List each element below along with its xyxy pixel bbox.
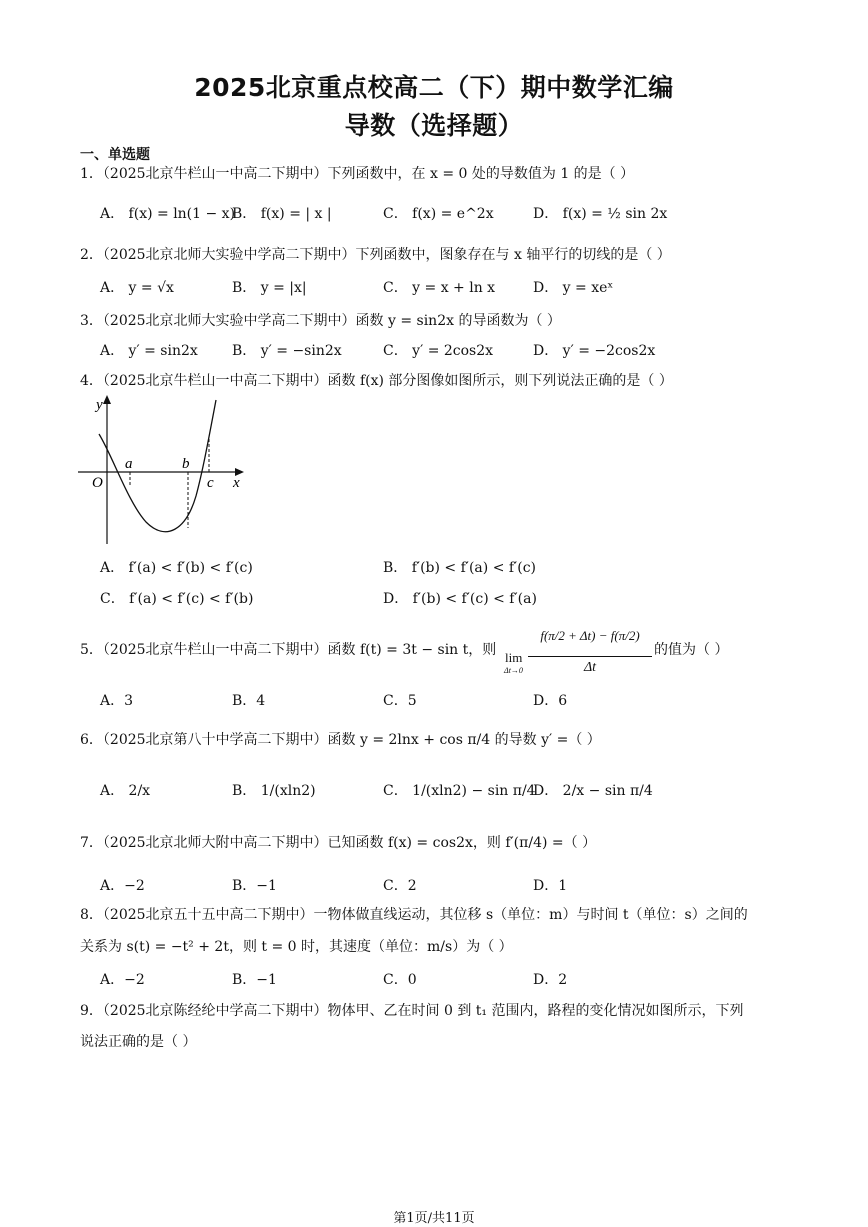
label-x: x [233,475,240,491]
label-a: a [125,456,133,472]
question-5-option-c: C．5 [383,693,417,709]
question-5-stem-suffix: 的值为（ ） [654,642,729,658]
question-2-option-a: A． y = √x [100,280,174,296]
question-6-stem: 6．（2025北京第八十中学高二下期中）函数 y = 2lnx + cos π/4 的导数 y′ =（ ） [80,732,601,748]
question-3-stem: 3．（2025北京北师大实验中学高二下期中）函数 y = sin2x 的导函数为（ ） [80,313,561,329]
question-2-option-d: D． y = xeˣ [533,280,614,296]
question-3-option-b: B． y′ = −sin2x [232,343,342,359]
question-2-stem: 2．（2025北京北师大实验中学高二下期中）下列函数中，图象存在与 x 轴平行的切线的是（ ） [80,247,671,263]
question-1-option-a: A． f(x) = ln(1 − x) [100,206,236,222]
label-origin: O [92,475,103,491]
question-8-option-a: A．−2 [100,972,145,988]
question-4-option-a: A． f′(a) < f′(b) < f′(c) [100,560,253,576]
question-4-option-c: C． f′(a) < f′(c) < f′(b) [100,591,254,607]
question-9-stem-line1: 9．（2025北京陈经纶中学高二下期中）物体甲、乙在时间 0 到 t₁ 范围内，路程的变化情况如图所示，下列 [80,1003,744,1019]
page-subtitle: 导数（选择题） [344,111,524,140]
question-5-option-a: A．3 [100,693,134,709]
question-9-stem-line2: 说法正确的是（ ） [80,1034,197,1050]
question-4-stem: 4．（2025北京牛栏山一中高二下期中）函数 f(x) 部分图像如图所示，则下列说法正确的是（ ） [80,373,673,389]
question-7-stem: 7．（2025北京北师大附中高二下期中）已知函数 f(x) = cos2x，则 f′(π/4) =（ ） [80,835,597,851]
question-1-option-b: B． f(x) = | x | [232,206,332,222]
question-7-option-c: C．2 [383,878,417,894]
question-5-limit-numerator: f(π/2 + Δt) − f(π/2) [540,628,640,643]
section-heading: 一、单选题 [80,147,150,163]
function-graph-figure [78,392,248,548]
question-7-option-b: B．−1 [232,878,277,894]
question-3-option-a: A． y′ = sin2x [100,343,198,359]
question-5-fraction-bar [528,656,652,657]
question-7-option-d: D．1 [533,878,568,894]
question-1-stem: 1．（2025北京牛栏山一中高二下期中）下列函数中，在 x = 0 处的导数值为 1 的是（ ） [80,166,635,182]
question-5-option-d: D．6 [533,693,568,709]
question-8-stem-line1: 8．（2025北京五十五中高二下期中）一物体做直线运动，其位移 s（单位：m）与时间 t（单位：s）之间的 [80,907,748,923]
question-5-stem-prefix: 5．（2025北京牛栏山一中高二下期中）函数 f(t) = 3t − sin t，则 [80,642,497,658]
question-8-option-d: D．2 [533,972,568,988]
question-6-option-b: B． 1/(xln2) [232,783,316,799]
question-8-option-c: C．0 [383,972,417,988]
question-6-option-c: C． 1/(xln2) − sin π/4 [383,783,536,799]
question-8-option-b: B．−1 [232,972,277,988]
question-5-option-b: B．4 [232,693,266,709]
question-5-limit-label: lim [505,650,523,665]
question-8-stem-line2: 关系为 s(t) = −t² + 2t，则 t = 0 时，其速度（单位：m/s）为（ ） [80,939,513,955]
question-2-option-c: C． y = x + ln x [383,280,496,296]
question-1-option-c: C． f(x) = e^2x [383,206,494,222]
question-3-option-c: C． y′ = 2cos2x [383,343,494,359]
question-1-option-d: D． f(x) = ½ sin 2x [533,206,668,222]
question-6-option-d: D． 2/x − sin π/4 [533,783,653,799]
label-b: b [182,456,190,472]
question-4-option-b: B． f′(b) < f′(a) < f′(c) [383,560,537,576]
question-3-option-d: D． y′ = −2cos2x [533,343,656,359]
question-7-option-a: A．−2 [100,878,145,894]
question-4-option-d: D． f′(b) < f′(c) < f′(a) [383,591,537,607]
label-c: c [207,475,214,491]
y-axis-arrow [103,395,111,404]
question-5-limit-denominator: Δt [583,660,597,675]
page-title: 2025北京重点校高二（下）期中数学汇编 [194,73,674,102]
question-5-limit-sub: Δt→0 [504,666,523,675]
label-y: y [96,397,103,413]
page-number: 第1页/共11页 [393,1211,475,1226]
function-curve [99,400,216,532]
question-2-option-b: B． y = |x| [232,280,307,296]
question-6-option-a: A． 2/x [100,783,151,799]
